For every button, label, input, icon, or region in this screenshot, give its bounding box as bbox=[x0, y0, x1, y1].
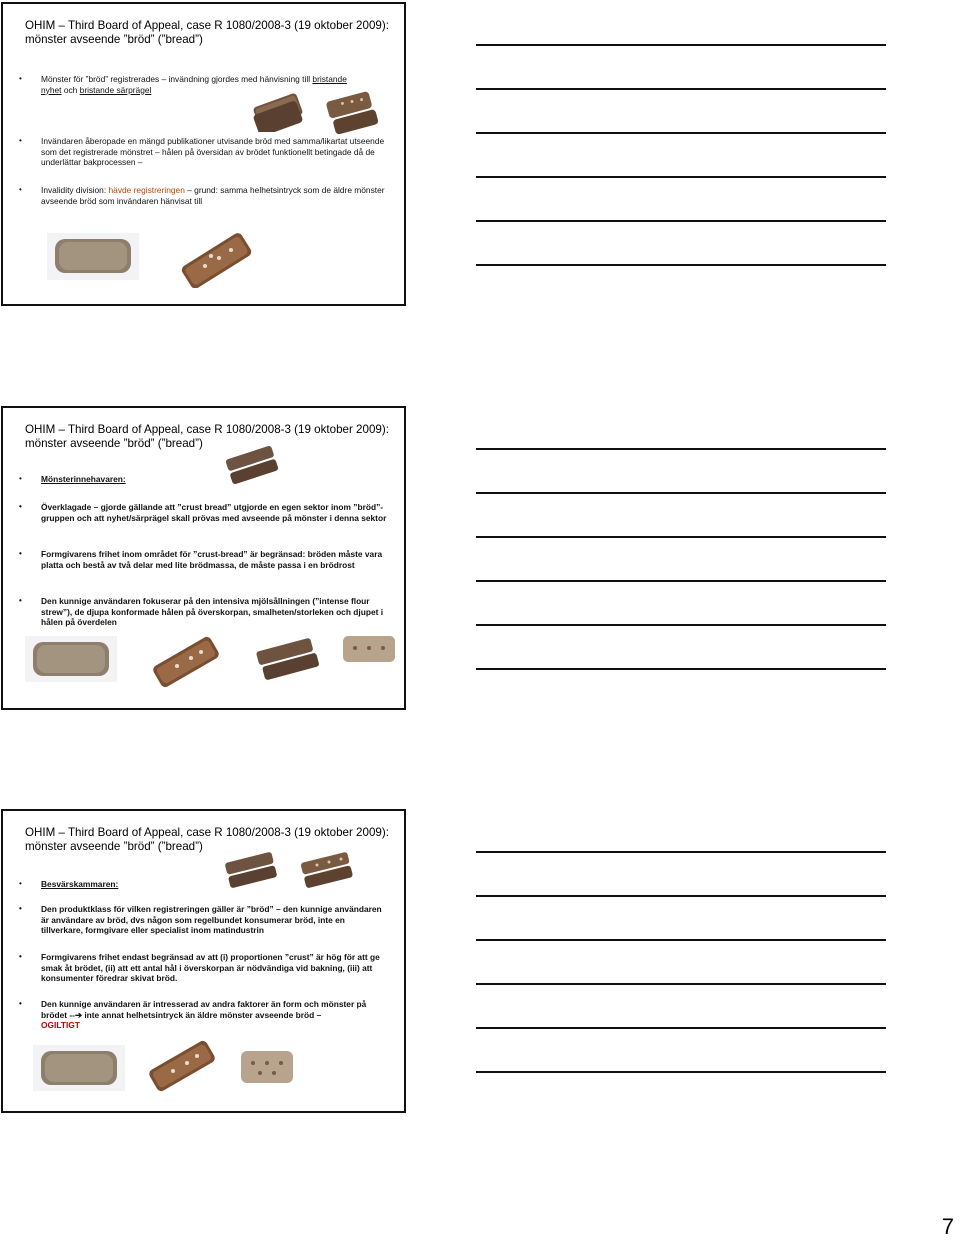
title-line: OHIM – Third Board of Appeal, case R 1080/2008-3 (19 oktober 2009): bbox=[25, 423, 389, 436]
bullet-text: Den produktklass för vilken registreringen gäller är ”bröd” – den kunnige användaren är användare av bröd, dvs någon som regelbundet konsumerar bröd, inte en tillverkare, formgivare eller specialist inom matindustrin bbox=[41, 904, 382, 936]
bullet-icon: • bbox=[19, 74, 22, 83]
bullet-item bbox=[19, 185, 387, 206]
bullet-icon: • bbox=[19, 185, 22, 194]
bullet-text: Formgivarens frihet endast begränsad av att (i) proportionen ”crust” är hög för att ge smak åt brödet, (ii) att ett antal hål i överskorpan är nödvändiga vid bakning, (iii) att konsumenter föredrar skivat bröd. bbox=[41, 952, 380, 984]
slide-1 bbox=[1, 2, 406, 306]
note-line bbox=[476, 895, 886, 897]
note-line bbox=[476, 1071, 886, 1073]
bullet-icon: • bbox=[19, 549, 22, 558]
bullet-text: Formgivarens frihet inom området för ”crust-bread” är begränsad: bröden måste vara platta och bestå av två delar med lite brödmassa, de måste passa i en brödrost bbox=[41, 549, 383, 570]
bullet-item bbox=[19, 904, 387, 936]
bullet-icon: • bbox=[19, 502, 22, 511]
crispbread-photo bbox=[341, 634, 397, 664]
bullet-icon: • bbox=[19, 904, 22, 913]
note-line bbox=[476, 668, 886, 670]
bullet-item bbox=[19, 136, 387, 168]
note-line bbox=[476, 851, 886, 853]
note-line bbox=[476, 220, 886, 222]
highlight-text: hävde registreringen bbox=[108, 185, 185, 195]
note-line bbox=[476, 448, 886, 450]
bullet-icon: • bbox=[19, 474, 22, 483]
slide-2 bbox=[1, 406, 406, 710]
crispbread-photo bbox=[25, 636, 117, 682]
link-text: bristande nyhet bbox=[41, 74, 347, 95]
bullet-text: Invalidity division: hävde registreringen – grund: samma helhetsintryck som de äldre mönster avseende bröd som invändaren hänvisat till bbox=[41, 185, 385, 206]
title-line: mönster avseende ”bröd” (”bread”) bbox=[25, 840, 203, 853]
note-line bbox=[476, 580, 886, 582]
title-line: OHIM – Third Board of Appeal, case R 1080/2008-3 (19 oktober 2009): bbox=[25, 826, 389, 839]
link-text: bristande särprägel bbox=[79, 84, 152, 95]
crispbread-photo bbox=[323, 90, 381, 134]
note-line bbox=[476, 1027, 886, 1029]
slide-title bbox=[25, 826, 395, 854]
bullet-icon: • bbox=[19, 136, 22, 145]
crispbread-photo bbox=[47, 233, 139, 280]
bullet-text: Besvärskammaren: bbox=[41, 879, 119, 889]
crispbread-photo bbox=[299, 851, 355, 891]
bullet-text: Den kunnige användaren är intresserad av andra faktorer än form och mönster på brödet --➔ inte annat helhetsintryck än äldre mönster avseende bröd – OGILTIGT bbox=[41, 999, 367, 1031]
note-line bbox=[476, 492, 886, 494]
slide-title bbox=[25, 19, 395, 47]
bullet-item bbox=[19, 502, 387, 523]
notes-area bbox=[476, 0, 886, 1242]
note-line bbox=[476, 624, 886, 626]
slide-3 bbox=[1, 809, 406, 1113]
bullet-item bbox=[19, 952, 387, 984]
crispbread-photo bbox=[253, 638, 323, 682]
bullet-icon: • bbox=[19, 952, 22, 961]
bullet-item bbox=[19, 474, 219, 485]
crispbread-photo bbox=[147, 634, 225, 690]
note-line bbox=[476, 176, 886, 178]
title-line: mönster avseende ”bröd” (”bread”) bbox=[25, 33, 203, 46]
bullet-item bbox=[19, 999, 387, 1031]
note-line bbox=[476, 983, 886, 985]
crispbread-photo bbox=[249, 90, 307, 132]
note-line bbox=[476, 939, 886, 941]
arrow-right-icon: ➔ bbox=[74, 1009, 82, 1020]
page-number: 7 bbox=[941, 1214, 954, 1239]
slide-title bbox=[25, 423, 395, 451]
crispbread-photo bbox=[223, 851, 279, 889]
bullet-text: Invändaren åberopade en mängd publikationer utvisande bröd med samma/likartat utseende som det registrerade mönstret – hålen på översidan av brödet funktionellt betingade då de underlättar bakprocessen – bbox=[41, 136, 385, 168]
bullet-item bbox=[19, 879, 219, 890]
note-line bbox=[476, 88, 886, 90]
note-line bbox=[476, 264, 886, 266]
crispbread-photo bbox=[143, 1037, 221, 1095]
bullet-text: Den kunnige användaren fokuserar på den intensiva mjölsållningen (”intense flour strew”), de djupa konformade hålen på överskorpan, smalheten/storleken och djupet i hålen på överdelen bbox=[41, 596, 384, 628]
title-line: mönster avseende ”bröd” (”bread”) bbox=[25, 437, 203, 450]
bullet-text: Mönster för ”bröd” registrerades – invändning gjordes med hänvisning till bristande nyhet och bristande särprägel bbox=[41, 74, 347, 95]
bullet-text: Mönsterinnehavaren: bbox=[41, 474, 126, 484]
verdict-text: OGILTIGT bbox=[41, 1020, 80, 1031]
bullet-icon: • bbox=[19, 596, 22, 605]
note-line bbox=[476, 536, 886, 538]
bullet-item bbox=[19, 596, 387, 628]
bullet-item bbox=[19, 549, 387, 570]
crispbread-photo bbox=[175, 232, 257, 288]
crispbread-photo bbox=[224, 444, 280, 486]
bullet-icon: • bbox=[19, 999, 22, 1008]
crispbread-photo bbox=[33, 1045, 125, 1091]
bullet-icon: • bbox=[19, 879, 22, 888]
note-line bbox=[476, 44, 886, 46]
bullet-text: Överklagade – gjorde gällande att ”crust bread” utgjorde en egen sektor inom ”bröd”-gruppen och att nyhet/särprägel skall prövas med avseende på mönster i denna sektor bbox=[41, 502, 387, 523]
crispbread-photo bbox=[239, 1047, 295, 1087]
note-line bbox=[476, 132, 886, 134]
title-line: OHIM – Third Board of Appeal, case R 1080/2008-3 (19 oktober 2009): bbox=[25, 19, 389, 32]
